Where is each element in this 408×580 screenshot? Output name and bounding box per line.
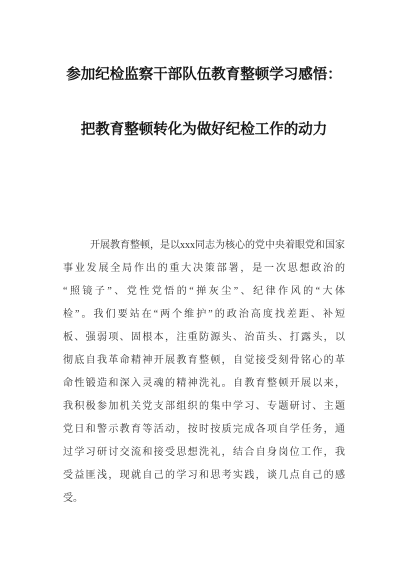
body-line-text: 彻底自我革命精神开展教育整顿，自觉接受刻骨铭心的革 xyxy=(63,355,347,366)
body-line-text: “照镜子”、党性党悟的“掸灰尘”、纪律作风的“大体 xyxy=(63,286,348,297)
body-line xyxy=(63,303,348,326)
body-line xyxy=(63,395,345,418)
body-line-text: 过学习研讨交流和接受思想洗礼，结合自身岗位工作，我 xyxy=(63,447,347,458)
body-line xyxy=(63,418,345,441)
body-paragraph xyxy=(63,234,348,510)
body-line-text: 检”。我们要站在“两个维护”的政治高度找差距、补短 xyxy=(63,309,348,320)
body-line-text: 党日和警示教育等活动，按时按质完成各项自学任务，通 xyxy=(63,424,347,435)
body-line xyxy=(63,441,345,464)
body-line-text: 板、强弱项、固根本，注重防源头、治苗头、打露头，以 xyxy=(63,332,347,343)
body-line-last xyxy=(63,487,345,510)
document-title-line-2: 把教育整顿转化为做好纪检工作的动力 xyxy=(80,121,328,138)
body-line xyxy=(63,372,345,395)
body-line xyxy=(63,464,345,487)
body-line xyxy=(63,234,345,257)
body-line xyxy=(63,326,345,349)
body-line-text: 命性锻造和深入灵魂的精神洗礼。自教育整顿开展以来， xyxy=(63,378,347,389)
body-line xyxy=(63,257,345,280)
body-line xyxy=(63,349,345,372)
body-line xyxy=(63,280,348,303)
document-title-line-1: 参加纪检监察干部队伍教育整顿学习感悟： xyxy=(66,66,342,83)
body-line-text: 受。 xyxy=(63,493,83,504)
body-line-text: 开展教育整顿，是以xxx同志为核心的党中央着眼党和国家 xyxy=(90,240,345,251)
body-line-text: 我积极参加机关党支部组织的集中学习、专题研讨、主题 xyxy=(63,401,347,412)
body-line-text: 受益匪浅，现就自己的学习和思考实践，谈几点自己的感 xyxy=(63,470,347,481)
body-line-text: 事业发展全局作出的重大决策部署，是一次思想政治的 xyxy=(63,263,347,274)
